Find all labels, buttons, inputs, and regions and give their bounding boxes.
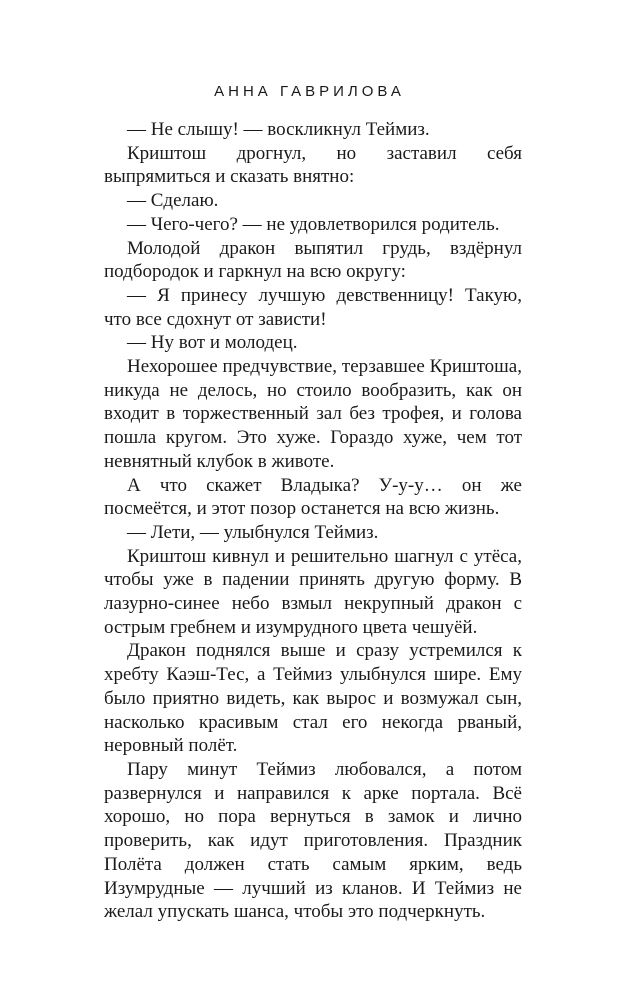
paragraph: Дракон поднялся выше и сразу устремился к хребту Каэш-Тес, а Теймиз улыбнулся шире. Ему было приятно видеть, как вырос и возмужал сын, насколько красивым стал его некогда рваный, неровный полёт. xyxy=(104,640,522,757)
paragraph: Криштош кивнул и решительно шагнул с утёса, чтобы уже в падении принять другую форму. В лазурно-синее небо взмыл некрупный дракон с острым гребнем и изумрудного цвета чешуёй. xyxy=(104,545,522,638)
paragraph: — Ну вот и молодец. xyxy=(127,332,298,354)
paragraph: Молодой дракон выпятил грудь, вздёрнул подбородок и гаркнул на всю округу: xyxy=(104,237,522,283)
running-head: АННА ГАВРИЛОВА xyxy=(214,83,405,100)
paragraph: — Не слышу! — воскликнул Теймиз. xyxy=(127,119,430,140)
paragraph: Пару минут Теймиз любовался, а потом развернулся и направился к арке портала. Всё хорошо, но пора вернуться в замок и лично проверить, как идут приготовления. Праздник Полёта должен стать самым ярким, ведь Изумрудные — лучший из кланов. И Теймиз не желал упускать шанса, чтобы это подчеркнуть. xyxy=(104,758,522,923)
paragraph: — Лети, — улыбнулся Теймиз. xyxy=(127,521,379,543)
paragraph: А что скажет Владыка? У-у-у… он же посмеётся, и этот позор останется на всю жизнь. xyxy=(104,474,522,520)
paragraph: — Чего-чего? — не удовлетворился родитель. xyxy=(127,213,500,235)
paragraph: Криштош дрогнул, но заставил себя выпрямиться и сказать внятно: xyxy=(104,142,522,188)
paragraph: — Сделаю. xyxy=(127,190,219,212)
paragraph: — Я принесу лучшую девственницу! Такую, что все сдохнут от зависти! xyxy=(104,284,522,330)
paragraph: Нехорошее предчувствие, терзавшее Криштоша, никуда не делось, но стоило вообразить, как он входит в торжественный зал без трофея, и голова пошла кругом. Это хуже. Гораздо хуже, чем тот невнятный клубок в животе. xyxy=(104,356,522,472)
body-text xyxy=(104,118,522,924)
